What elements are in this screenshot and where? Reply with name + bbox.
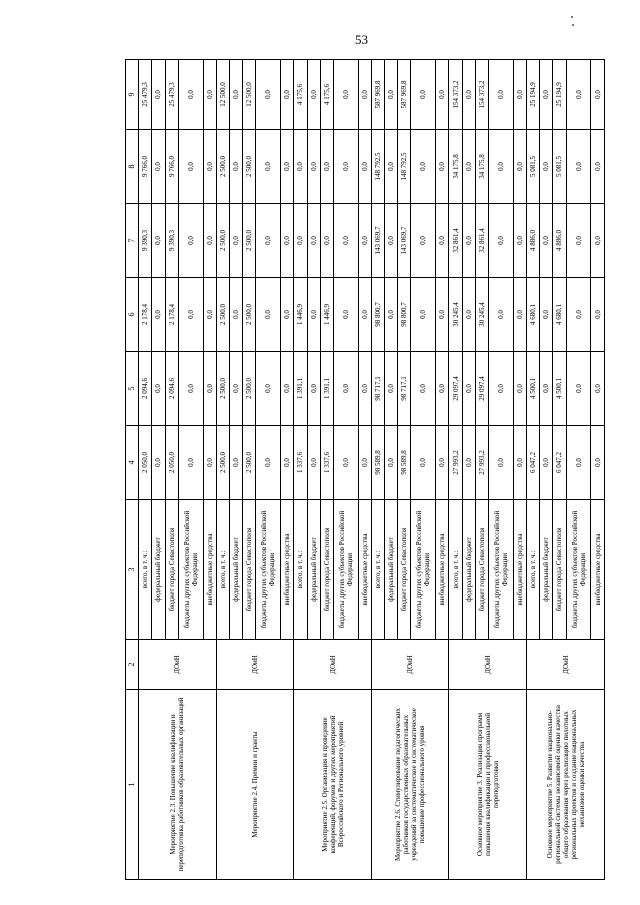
value-cell: 98 717,1 — [398, 352, 411, 426]
value-cell: 0,0 — [178, 130, 203, 204]
column-header-7: 7 — [126, 204, 139, 278]
value-cell: 0,0 — [152, 352, 165, 426]
funding-source-cell: федеральный бюджет — [307, 500, 320, 640]
value-cell: 0,0 — [540, 352, 553, 426]
value-cell: 25 479,3 — [165, 60, 178, 130]
value-cell: 9 766,0 — [165, 130, 178, 204]
value-cell: 5 081,5 — [553, 130, 566, 204]
value-cell: 0,0 — [436, 130, 449, 204]
value-cell: 0,0 — [385, 352, 398, 426]
value-cell: 0,0 — [436, 60, 449, 130]
funding-source-cell: федеральный бюджет — [462, 500, 475, 640]
funding-source-cell: внебюджетные средства — [203, 500, 216, 640]
funding-source-cell: внебюджетные средства — [281, 500, 294, 640]
value-cell: 0,0 — [411, 278, 436, 352]
column-header-4: 4 — [126, 426, 139, 500]
value-cell: 0,0 — [591, 352, 605, 426]
value-cell: 1 337,6 — [294, 426, 307, 500]
value-cell: 0,0 — [385, 426, 398, 500]
table-row — [294, 60, 307, 880]
value-cell: 0,0 — [256, 426, 281, 500]
funding-source-cell: внебюджетные средства — [436, 500, 449, 640]
column-header-1: 1 — [126, 690, 139, 880]
value-cell: 2 094,6 — [165, 352, 178, 426]
value-cell: 2 178,4 — [165, 278, 178, 352]
value-cell: 0,0 — [152, 60, 165, 130]
value-cell: 0,0 — [256, 130, 281, 204]
value-cell: 0,0 — [307, 352, 320, 426]
value-cell: 0,0 — [358, 204, 371, 278]
value-cell: 0,0 — [307, 60, 320, 130]
value-cell: 0,0 — [281, 352, 294, 426]
value-cell: 2 050,0 — [139, 426, 152, 500]
value-cell: 0,0 — [203, 426, 216, 500]
column-header-5: 5 — [126, 352, 139, 426]
value-cell: 587 969,8 — [398, 60, 411, 130]
measure-name-cell: Мероприятие 2.3. Повышение квалификации и переподготовка работников образовательных организаций — [139, 690, 217, 880]
funding-source-cell: всего, в т. ч.: — [449, 500, 462, 640]
value-cell: 4 680,1 — [527, 278, 540, 352]
funding-source-cell: бюджет города Севастополя — [398, 500, 411, 640]
value-cell: 0,0 — [358, 278, 371, 352]
column-header-8: 8 — [126, 130, 139, 204]
value-cell: 25 194,9 — [527, 60, 540, 130]
value-cell: 2 500,0 — [243, 130, 256, 204]
value-cell: 0,0 — [229, 352, 242, 426]
value-cell: 0,0 — [591, 60, 605, 130]
value-cell: 0,0 — [307, 426, 320, 500]
value-cell: 143 069,7 — [371, 204, 384, 278]
value-cell: 2 500,0 — [243, 204, 256, 278]
value-cell: 0,0 — [489, 352, 514, 426]
funding-source-cell: бюджет города Севастополя — [320, 500, 333, 640]
value-cell: 0,0 — [333, 60, 358, 130]
funding-source-cell: бюджет города Севастополя — [243, 500, 256, 640]
value-cell: 2 500,0 — [216, 352, 229, 426]
value-cell: 0,0 — [540, 204, 553, 278]
executor-cell: ДОиН — [216, 640, 294, 690]
value-cell: 6 047,2 — [527, 426, 540, 500]
value-cell: 143 069,7 — [398, 204, 411, 278]
value-cell: 0,0 — [436, 352, 449, 426]
value-cell: 0,0 — [385, 278, 398, 352]
value-cell: 25 194,9 — [553, 60, 566, 130]
measure-name-cell: Основное мероприятие 5. Развитие национально-региональной системы независимой оценки качества общего образования через реализацию пилотных региональных проектов и создание национальных механизмов оценки качества — [527, 690, 605, 880]
value-cell: 9 390,3 — [165, 204, 178, 278]
funding-source-cell: бюджеты других субъектов Российской Федерации — [256, 500, 281, 640]
value-cell: 0,0 — [203, 130, 216, 204]
value-cell: 0,0 — [256, 60, 281, 130]
value-cell: 30 245,4 — [475, 278, 488, 352]
funding-source-cell: федеральный бюджет — [152, 500, 165, 640]
value-cell: 2 500,0 — [243, 278, 256, 352]
value-cell: 0,0 — [203, 278, 216, 352]
value-cell: 0,0 — [591, 278, 605, 352]
funding-source-cell: внебюджетные средства — [358, 500, 371, 640]
value-cell: 0,0 — [152, 426, 165, 500]
value-cell: 0,0 — [333, 426, 358, 500]
value-cell: 0,0 — [320, 130, 333, 204]
table-body — [126, 60, 605, 880]
value-cell: 98 589,8 — [398, 426, 411, 500]
column-header-6: 6 — [126, 278, 139, 352]
value-cell: 2 500,0 — [216, 130, 229, 204]
value-cell: 2 500,0 — [243, 426, 256, 500]
value-cell: 0,0 — [566, 426, 591, 500]
value-cell: 9 766,0 — [139, 130, 152, 204]
value-cell: 27 993,2 — [449, 426, 462, 500]
value-cell: 4 500,1 — [527, 352, 540, 426]
value-cell: 1 446,9 — [320, 278, 333, 352]
value-cell: 29 097,4 — [475, 352, 488, 426]
value-cell: 0,0 — [411, 426, 436, 500]
value-cell: 0,0 — [566, 130, 591, 204]
value-cell: 0,0 — [320, 204, 333, 278]
table-row — [371, 60, 384, 880]
measure-name-cell: Мероприятие 2.6. Стимулирование педагогических работников государственных образовательных учреждений за систематическое и систематическое повышение профессионального уровня — [371, 690, 449, 880]
value-cell: 98 800,7 — [371, 278, 384, 352]
value-cell: 0,0 — [411, 204, 436, 278]
value-cell: 0,0 — [513, 352, 526, 426]
column-header-3: 3 — [126, 500, 139, 640]
value-cell: 4 886,0 — [553, 204, 566, 278]
executor-cell: ДОиН — [294, 640, 372, 690]
value-cell: 0,0 — [489, 130, 514, 204]
funding-source-cell: бюджеты других субъектов Российской Федерации — [566, 500, 591, 640]
funding-source-cell: федеральный бюджет — [385, 500, 398, 640]
value-cell: 25 479,3 — [139, 60, 152, 130]
value-cell: 0,0 — [358, 130, 371, 204]
value-cell: 0,0 — [203, 352, 216, 426]
value-cell: 0,0 — [411, 60, 436, 130]
value-cell: 98 800,7 — [398, 278, 411, 352]
value-cell: 0,0 — [436, 278, 449, 352]
value-cell: 0,0 — [385, 60, 398, 130]
funding-source-cell: внебюджетные средства — [513, 500, 526, 640]
value-cell: 1 446,9 — [294, 278, 307, 352]
value-cell: 1 337,6 — [320, 426, 333, 500]
value-cell: 0,0 — [203, 60, 216, 130]
value-cell: 0,0 — [152, 130, 165, 204]
value-cell: 0,0 — [566, 60, 591, 130]
value-cell: 0,0 — [256, 352, 281, 426]
value-cell: 0,0 — [256, 204, 281, 278]
value-cell: 0,0 — [462, 60, 475, 130]
value-cell: 0,0 — [281, 130, 294, 204]
value-cell: 0,0 — [333, 278, 358, 352]
value-cell: 4 500,1 — [553, 352, 566, 426]
value-cell: 0,0 — [462, 278, 475, 352]
funding-source-cell: всего, в т. ч.: — [294, 500, 307, 640]
funding-source-cell: бюджеты других субъектов Российской Федерации — [411, 500, 436, 640]
value-cell: 4 175,6 — [294, 60, 307, 130]
column-header-9: 9 — [126, 60, 139, 130]
value-cell: 0,0 — [489, 278, 514, 352]
value-cell: 2 094,6 — [139, 352, 152, 426]
value-cell: 0,0 — [462, 130, 475, 204]
value-cell: 4 680,1 — [553, 278, 566, 352]
value-cell: 0,0 — [358, 426, 371, 500]
value-cell: 98 589,8 — [371, 426, 384, 500]
table-row — [449, 60, 462, 880]
funding-source-cell: бюджет города Севастополя — [553, 500, 566, 640]
value-cell: 0,0 — [462, 204, 475, 278]
header-row — [126, 60, 139, 880]
value-cell: 0,0 — [178, 60, 203, 130]
value-cell: 0,0 — [591, 426, 605, 500]
budget-table — [125, 59, 605, 880]
value-cell: 9 390,3 — [139, 204, 152, 278]
page-number: 53 — [355, 32, 368, 47]
value-cell: 148 792,5 — [371, 130, 384, 204]
value-cell: 2 500,0 — [216, 204, 229, 278]
value-cell: 4 886,0 — [527, 204, 540, 278]
value-cell: 0,0 — [281, 60, 294, 130]
value-cell: 0,0 — [281, 204, 294, 278]
value-cell: 34 175,8 — [475, 130, 488, 204]
value-cell: 1 391,1 — [320, 352, 333, 426]
value-cell: 0,0 — [513, 130, 526, 204]
value-cell: 0,0 — [513, 204, 526, 278]
value-cell: 0,0 — [333, 130, 358, 204]
value-cell: 2 500,0 — [216, 426, 229, 500]
value-cell: 0,0 — [294, 204, 307, 278]
value-cell: 0,0 — [540, 130, 553, 204]
value-cell: 0,0 — [411, 352, 436, 426]
funding-source-cell: бюджет города Севастополя — [165, 500, 178, 640]
value-cell: 0,0 — [462, 426, 475, 500]
value-cell: 12 500,0 — [216, 60, 229, 130]
executor-cell: ДОиН — [527, 640, 605, 690]
value-cell: 0,0 — [513, 426, 526, 500]
value-cell: 0,0 — [307, 130, 320, 204]
value-cell: 0,0 — [294, 130, 307, 204]
funding-source-cell: бюджеты других субъектов Российской Федерации — [489, 500, 514, 640]
value-cell: 34 175,8 — [449, 130, 462, 204]
funding-source-cell: внебюджетные средства — [591, 500, 605, 640]
value-cell: 12 500,0 — [243, 60, 256, 130]
value-cell: 4 175,6 — [320, 60, 333, 130]
value-cell: 1 391,1 — [294, 352, 307, 426]
value-cell: 0,0 — [281, 278, 294, 352]
value-cell: 32 861,4 — [449, 204, 462, 278]
value-cell: 0,0 — [513, 278, 526, 352]
value-cell: 30 245,4 — [449, 278, 462, 352]
value-cell: 0,0 — [358, 60, 371, 130]
value-cell: 0,0 — [333, 352, 358, 426]
value-cell: 0,0 — [566, 278, 591, 352]
value-cell: 0,0 — [152, 278, 165, 352]
funding-source-cell: бюджеты других субъектов Российской Федерации — [178, 500, 203, 640]
value-cell: 0,0 — [178, 352, 203, 426]
value-cell: 0,0 — [229, 278, 242, 352]
value-cell: 0,0 — [489, 60, 514, 130]
measure-name-cell: Основное мероприятие 3. Реализация программ повышения квалификации и профессиональной переподготовки — [449, 690, 527, 880]
value-cell: 0,0 — [256, 278, 281, 352]
value-cell: 0,0 — [333, 204, 358, 278]
value-cell: 0,0 — [358, 352, 371, 426]
value-cell: 0,0 — [436, 204, 449, 278]
value-cell: 0,0 — [385, 204, 398, 278]
value-cell: 0,0 — [411, 130, 436, 204]
funding-source-cell: всего, в т. ч.: — [216, 500, 229, 640]
scan-speck — [572, 24, 574, 26]
executor-cell: ДОиН — [449, 640, 527, 690]
value-cell: 0,0 — [307, 278, 320, 352]
funding-source-cell: бюджет города Севастополя — [475, 500, 488, 640]
table-row — [527, 60, 540, 880]
value-cell: 0,0 — [540, 426, 553, 500]
funding-source-cell: бюджеты других субъектов Российской Федерации — [333, 500, 358, 640]
value-cell: 0,0 — [513, 60, 526, 130]
value-cell: 0,0 — [281, 426, 294, 500]
value-cell: 98 717,1 — [371, 352, 384, 426]
value-cell: 0,0 — [436, 426, 449, 500]
value-cell: 0,0 — [489, 426, 514, 500]
value-cell: 32 861,4 — [475, 204, 488, 278]
value-cell: 0,0 — [540, 60, 553, 130]
value-cell: 0,0 — [152, 204, 165, 278]
value-cell: 27 993,2 — [475, 426, 488, 500]
value-cell: 2 500,0 — [216, 278, 229, 352]
value-cell: 0,0 — [229, 60, 242, 130]
funding-source-cell: федеральный бюджет — [229, 500, 242, 640]
funding-source-cell: всего, в т. ч.: — [527, 500, 540, 640]
rotated-table-wrapper — [125, 60, 605, 880]
scan-speck — [571, 16, 573, 18]
funding-source-cell: федеральный бюджет — [540, 500, 553, 640]
value-cell: 0,0 — [229, 426, 242, 500]
table-row — [216, 60, 229, 880]
value-cell: 0,0 — [591, 130, 605, 204]
value-cell: 0,0 — [540, 278, 553, 352]
value-cell: 0,0 — [385, 130, 398, 204]
value-cell: 0,0 — [229, 130, 242, 204]
value-cell: 6 047,2 — [553, 426, 566, 500]
column-header-2: 2 — [126, 640, 139, 690]
table-row — [139, 60, 152, 880]
value-cell: 154 373,2 — [449, 60, 462, 130]
value-cell: 2 500,0 — [243, 352, 256, 426]
value-cell: 5 081,5 — [527, 130, 540, 204]
executor-cell: ДОиН — [139, 640, 217, 690]
executor-cell: ДОиН — [371, 640, 449, 690]
value-cell: 0,0 — [489, 204, 514, 278]
value-cell: 0,0 — [203, 204, 216, 278]
value-cell: 0,0 — [307, 204, 320, 278]
value-cell: 154 373,2 — [475, 60, 488, 130]
funding-source-cell: всего, в т. ч.: — [371, 500, 384, 640]
value-cell: 2 178,4 — [139, 278, 152, 352]
value-cell: 29 097,4 — [449, 352, 462, 426]
value-cell: 0,0 — [178, 278, 203, 352]
measure-name-cell: Мероприятие 2.5. Организация и проведение конференций, форумов и других мероприятий Всероссийского и Регионального уровней — [294, 690, 372, 880]
value-cell: 148 792,5 — [398, 130, 411, 204]
value-cell: 2 050,0 — [165, 426, 178, 500]
value-cell: 0,0 — [178, 426, 203, 500]
value-cell: 0,0 — [566, 352, 591, 426]
value-cell: 0,0 — [591, 204, 605, 278]
value-cell: 0,0 — [566, 204, 591, 278]
measure-name-cell: Мероприятие 2.4. Премии и гранты — [216, 690, 294, 880]
value-cell: 0,0 — [178, 204, 203, 278]
value-cell: 0,0 — [462, 352, 475, 426]
value-cell: 0,0 — [229, 204, 242, 278]
funding-source-cell: всего, в т. ч.: — [139, 500, 152, 640]
value-cell: 587 969,8 — [371, 60, 384, 130]
